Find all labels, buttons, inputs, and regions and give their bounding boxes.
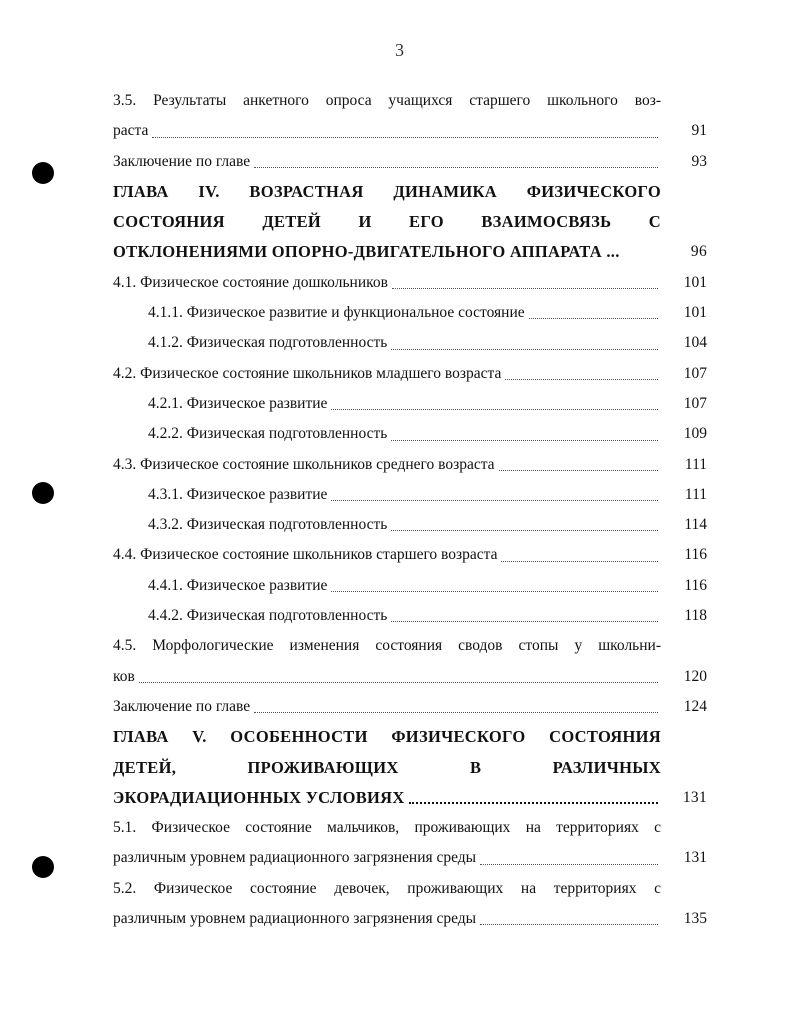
toc-page-number: 91: [691, 122, 707, 140]
toc-page-number: 104: [683, 334, 707, 352]
toc-entry-text: СОСТОЯНИЯ ДЕТЕЙ И ЕГО ВЗАИМОСВЯЗЬ С: [113, 212, 661, 232]
binder-hole-middle: [32, 482, 54, 504]
toc-entry-text: раста: [113, 122, 149, 140]
toc-entry-text: ЭКОРАДИАЦИОННЫХ УСЛОВИЯХ: [113, 787, 405, 807]
toc-entry-text: 4.4. Физическое состояние школьников старшего возраста: [113, 546, 498, 564]
toc-entry-text: различным уровнем радиационного загрязнения среды: [113, 849, 477, 867]
toc-page-number: 107: [683, 364, 707, 382]
toc-page-number: 111: [684, 485, 707, 503]
section-line: [113, 631, 713, 661]
dot-leader: [529, 316, 658, 319]
toc-page-number: 135: [683, 910, 707, 928]
toc-entry-text: 4.5. Морфологические изменения состояния сводов стопы у школьни-: [113, 637, 661, 655]
chapter-heading-line: [113, 722, 713, 752]
section-line: [113, 904, 713, 934]
section-line: [113, 813, 713, 843]
toc-page-number: 107: [683, 394, 707, 412]
dot-leader: [254, 165, 658, 168]
section-line: [113, 692, 713, 722]
toc-entry-text: 5.1. Физическое состояние мальчиков, проживающих на территориях с: [113, 819, 661, 837]
toc-page-number: 101: [683, 273, 707, 291]
toc-entry-text: ДЕТЕЙ, ПРОЖИВАЮЩИХ В РАЗЛИЧНЫХ: [113, 757, 661, 777]
subsection-line: [113, 298, 713, 328]
page-number: 3: [395, 40, 404, 60]
toc-entry-text: 4.3.1. Физическое развитие: [148, 485, 328, 503]
dot-leader: [331, 407, 658, 410]
section-line: [113, 843, 713, 873]
toc-page-number: 116: [684, 546, 707, 564]
subsection-line: [113, 389, 713, 419]
subsection-line: [113, 510, 713, 540]
toc-page-number: 131: [683, 849, 707, 867]
toc-entry-text: различным уровнем радиационного загрязнения среды: [113, 910, 477, 928]
section-line: [113, 116, 713, 146]
toc-entry-text: 4.2.1. Физическое развитие: [148, 394, 328, 412]
toc-page-number: 120: [683, 667, 707, 685]
chapter-heading-line: [113, 237, 713, 267]
section-line: [113, 268, 713, 298]
toc-entry-text: 4.3.2. Физическая подготовленность: [148, 516, 388, 534]
dot-leader: [480, 922, 658, 925]
toc-entry-text: 5.2. Физическое состояние девочек, проживающих на территориях с: [113, 879, 661, 897]
dot-leader: [139, 680, 658, 683]
toc-entry-text: Заключение по главе: [113, 697, 251, 715]
toc-page-number: 109: [683, 425, 707, 443]
dot-leader: [391, 438, 658, 441]
section-line: [113, 450, 713, 480]
section-line: [113, 86, 713, 116]
toc-entry-text: 4.3. Физическое состояние школьников среднего возраста: [113, 455, 495, 473]
dot-leader: [499, 468, 658, 471]
chapter-heading-line: [113, 207, 713, 237]
dot-leader: [391, 528, 658, 531]
chapter-heading-line: [113, 177, 713, 207]
chapter-heading-line: [113, 783, 713, 813]
dot-leader: [331, 589, 658, 592]
dot-leader: [152, 135, 658, 138]
dot-leader: [254, 710, 658, 713]
toc-page-number: 111: [684, 455, 707, 473]
toc-entry-text: ГЛАВА V. ОСОБЕННОСТИ ФИЗИЧЕСКОГО СОСТОЯНИЯ: [113, 727, 661, 747]
chapter-heading-line: [113, 753, 713, 783]
dot-leader: [501, 559, 658, 562]
toc-page-number: 114: [684, 516, 707, 534]
toc-entry-text: 4.1. Физическое состояние дошкольников: [113, 273, 388, 291]
table-of-contents: [113, 86, 713, 934]
section-line: [113, 662, 713, 692]
subsection-line: [113, 571, 713, 601]
toc-entry-text: 4.4.2. Физическая подготовленность: [148, 607, 388, 625]
toc-entry-text: ОТКЛОНЕНИЯМИ ОПОРНО-ДВИГАТЕЛЬНОГО АППАРАТА ...: [113, 242, 620, 262]
subsection-line: [113, 480, 713, 510]
toc-entry-text: 4.1.2. Физическая подготовленность: [148, 334, 388, 352]
dot-leader: [391, 619, 658, 622]
toc-entry-text: ГЛАВА IV. ВОЗРАСТНАЯ ДИНАМИКА ФИЗИЧЕСКОГО: [113, 181, 661, 201]
subsection-line: [113, 419, 713, 449]
toc-page-number: 93: [691, 152, 707, 170]
toc-entry-text: 4.4.1. Физическое развитие: [148, 576, 328, 594]
dot-leader: [480, 862, 658, 865]
toc-entry-text: 4.2.2. Физическая подготовленность: [148, 425, 388, 443]
section-line: [113, 147, 713, 177]
subsection-line: [113, 328, 713, 358]
toc-page-number: 131: [682, 788, 707, 806]
toc-page-number: 116: [684, 576, 707, 594]
toc-page-number: 118: [684, 607, 707, 625]
dot-leader: [505, 377, 658, 380]
binder-hole-top: [32, 162, 54, 184]
dot-leader: [391, 347, 658, 350]
binder-hole-bottom: [32, 856, 54, 878]
dot-leader: [331, 498, 658, 501]
dot-leader: [409, 800, 658, 804]
dot-leader: [392, 286, 658, 289]
toc-entry-text: ков: [113, 667, 135, 685]
toc-entry-text: 4.1.1. Физическое развитие и функциональное состояние: [148, 304, 525, 322]
section-line: [113, 359, 713, 389]
toc-entry-text: Заключение по главе: [113, 152, 251, 170]
toc-page-number: 124: [683, 697, 707, 715]
toc-entry-text: 4.2. Физическое состояние школьников младшего возраста: [113, 364, 502, 382]
section-line: [113, 540, 713, 570]
subsection-line: [113, 601, 713, 631]
toc-entry-text: 3.5. Результаты анкетного опроса учащихся старшего школьного воз-: [113, 92, 661, 109]
section-line: [113, 874, 713, 904]
toc-page-number: 96: [690, 243, 707, 261]
toc-page-number: 101: [683, 304, 707, 322]
